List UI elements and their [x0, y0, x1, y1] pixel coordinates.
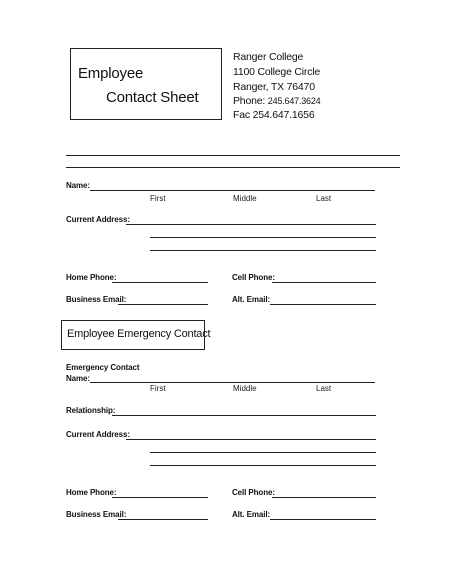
emergency-contact-label: Emergency Contact	[66, 363, 140, 372]
title-box	[70, 48, 222, 120]
title-line-1: Employee	[78, 65, 144, 82]
relationship-label: Relationship:	[66, 406, 116, 415]
phone-value: 245.647.3624	[267, 96, 321, 106]
emergency-name-label: Name:	[66, 374, 90, 383]
fax-value: 254.647.1656	[252, 109, 315, 121]
address-field-2[interactable]	[150, 237, 376, 238]
alt-email-label: Alt. Email:	[232, 295, 271, 304]
address-fax	[233, 109, 314, 121]
address-line-2: 1100 College Circle	[233, 66, 321, 78]
address-field-3[interactable]	[150, 250, 376, 251]
emergency-address-field-3[interactable]	[150, 465, 376, 466]
phone-label: Phone:	[233, 95, 268, 107]
divider-bottom	[66, 167, 400, 168]
emergency-section-title: Employee Emergency Contact	[67, 328, 211, 340]
title-line-2: Contact Sheet	[106, 89, 199, 106]
emergency-address-field-1[interactable]	[126, 439, 376, 440]
emergency-address-label: Current Address:	[66, 430, 130, 439]
fax-label: Fac	[233, 109, 253, 121]
emergency-address-field-2[interactable]	[150, 452, 376, 453]
emergency-middle-caption: Middle	[233, 384, 257, 393]
address-line-1: Ranger College	[233, 51, 304, 63]
emergency-cell-phone-label: Cell Phone:	[232, 488, 275, 497]
relationship-field[interactable]	[112, 415, 376, 416]
business-email-field[interactable]	[118, 304, 208, 305]
emergency-alt-email-field[interactable]	[270, 519, 376, 520]
cell-phone-label: Cell Phone:	[232, 273, 275, 282]
emergency-business-email-field[interactable]	[118, 519, 208, 520]
first-caption: First	[150, 194, 166, 203]
middle-caption: Middle	[233, 194, 257, 203]
name-label: Name:	[66, 181, 90, 190]
name-field[interactable]	[90, 190, 375, 191]
emergency-alt-email-label: Alt. Email:	[232, 510, 271, 519]
business-email-label: Business Email:	[66, 295, 127, 304]
emergency-business-email-label: Business Email:	[66, 510, 127, 519]
home-phone-field[interactable]	[112, 282, 208, 283]
current-address-label: Current Address:	[66, 215, 130, 224]
address-field-1[interactable]	[126, 224, 376, 225]
emergency-home-phone-label: Home Phone:	[66, 488, 117, 497]
alt-email-field[interactable]	[270, 304, 376, 305]
divider-top	[66, 155, 400, 156]
emergency-name-field[interactable]	[90, 382, 375, 383]
emergency-home-phone-field[interactable]	[112, 497, 208, 498]
emergency-last-caption: Last	[316, 384, 332, 393]
last-caption: Last	[316, 194, 332, 203]
home-phone-label: Home Phone:	[66, 273, 117, 282]
cell-phone-field[interactable]	[272, 282, 376, 283]
emergency-first-caption: First	[150, 384, 166, 393]
emergency-cell-phone-field[interactable]	[272, 497, 376, 498]
address-phone	[233, 95, 320, 107]
address-line-3: Ranger, TX 76470	[233, 81, 315, 93]
